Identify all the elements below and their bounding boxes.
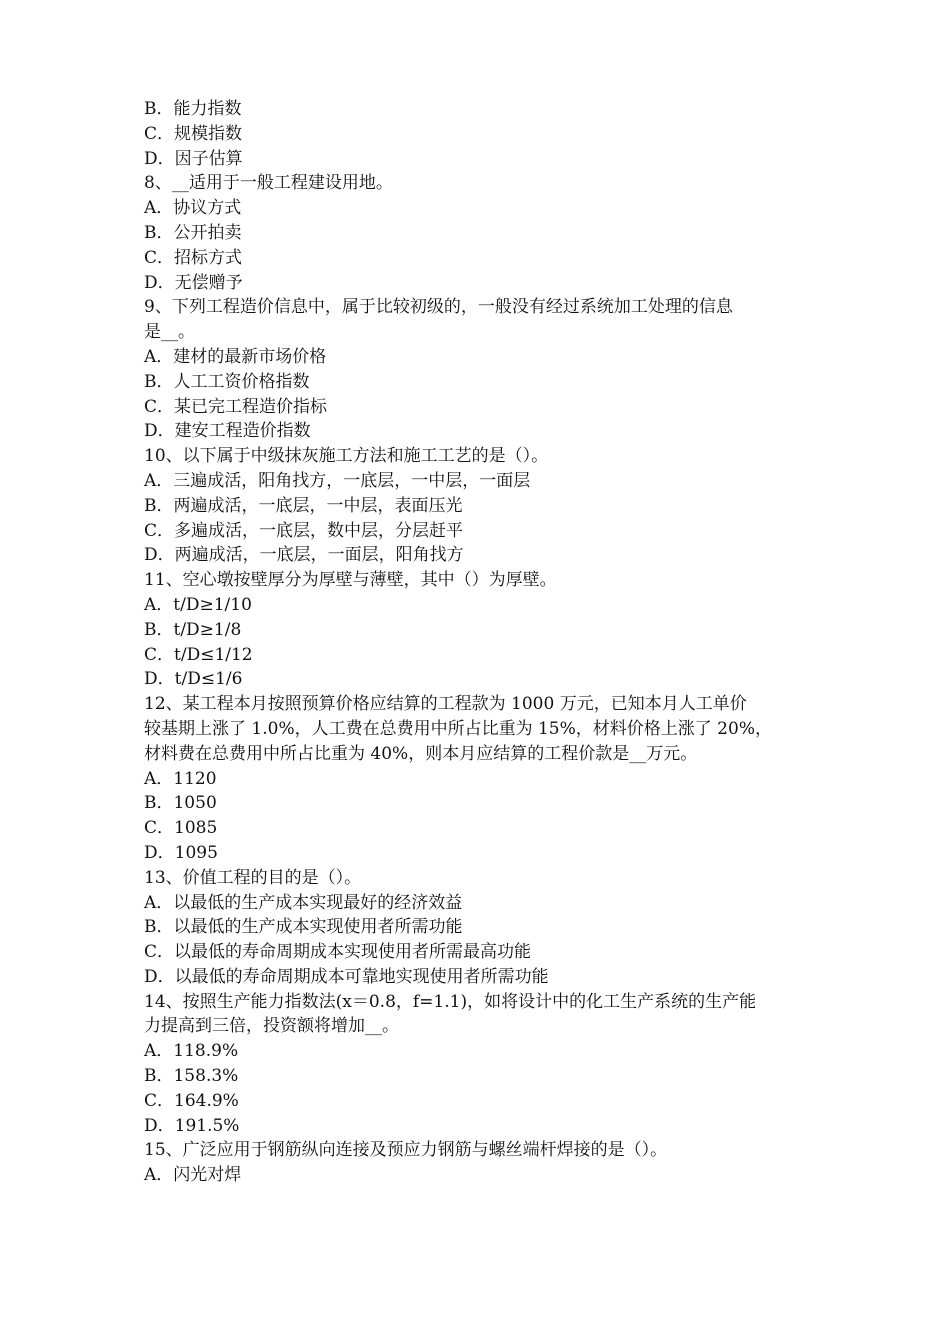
question-12-cont: 较基期上涨了 1.0%，人工费在总费用中所占比重为 15%，材料价格上涨了 20%，: [144, 718, 772, 739]
option-line: C．某已完工程造价指标: [144, 396, 328, 417]
option-line: A．三遍成活，阳角找方，一底层，一中层，一面层: [144, 470, 531, 491]
option-line: D．两遍成活，一底层，一面层，阳角找方: [144, 545, 464, 566]
question-9-cont: 是__。: [144, 322, 195, 343]
option-line: C．规模指数: [144, 123, 243, 144]
question-15: 15、广泛应用于钢筋纵向连接及预应力钢筋与螺丝端杆焊接的是（）。: [144, 1140, 668, 1161]
option-line: A．1120: [144, 768, 217, 789]
question-14-cont: 力提高到三倍，投资额将增加__。: [144, 1016, 399, 1037]
option-line: C．1085: [144, 818, 218, 839]
option-line: B．人工工资价格指数: [144, 371, 310, 392]
question-12-cont: 材料费在总费用中所占比重为 40%，则本月应结算的工程价款是__万元。: [144, 743, 698, 764]
option-line: A．以最低的生产成本实现最好的经济效益: [144, 892, 463, 913]
option-line: B．t/D≥1/8: [144, 619, 242, 640]
option-line: A．协议方式: [144, 198, 242, 219]
option-line: B．1050: [144, 793, 217, 814]
option-line: B．两遍成活，一底层，一中层，表面压光: [144, 495, 463, 516]
option-line: D．以最低的寿命周期成本可靠地实现使用者所需功能: [144, 966, 549, 987]
question-14: 14、按照生产能力指数法(x＝0.8，f=1.1)，如将设计中的化工生产系统的生产能: [144, 991, 757, 1012]
option-line: A．t/D≥1/10: [144, 594, 252, 615]
question-11: 11、空心墩按壁厚分为厚壁与薄壁，其中（）为厚壁。: [144, 570, 557, 591]
option-line: B．公开拍卖: [144, 222, 242, 243]
option-line: C．164.9%: [144, 1090, 239, 1111]
option-line: D．191.5%: [144, 1115, 240, 1136]
option-line: D．建安工程造价指数: [144, 421, 311, 442]
question-10: 10、以下属于中级抹灰施工方法和施工工艺的是（）。: [144, 446, 549, 467]
option-line: D．因子估算: [144, 148, 243, 169]
option-line: C．以最低的寿命周期成本实现使用者所需最高功能: [144, 942, 532, 963]
option-line: C．多遍成活，一底层，数中层，分层赶平: [144, 520, 464, 541]
document-page: [144, 97, 814, 1188]
option-line: B．158.3%: [144, 1066, 239, 1087]
question-13: 13、价值工程的目的是（）。: [144, 867, 362, 888]
option-line: D．无偿赠予: [144, 272, 243, 293]
option-line: D．1095: [144, 842, 218, 863]
question-12: 12、某工程本月按照预算价格应结算的工程款为 1000 万元，已知本月人工单价: [144, 694, 747, 715]
option-line: B．以最低的生产成本实现使用者所需功能: [144, 917, 463, 938]
option-line: A．118.9%: [144, 1041, 239, 1062]
option-line: A．建材的最新市场价格: [144, 346, 327, 367]
question-9: 9、下列工程造价信息中，属于比较初级的，一般没有经过系统加工处理的信息: [144, 297, 733, 318]
option-line: C．招标方式: [144, 247, 243, 268]
option-line: D．t/D≤1/6: [144, 669, 243, 690]
option-8b-prev: B．能力指数: [144, 99, 242, 119]
question-8: 8、__适用于一般工程建设用地。: [144, 173, 393, 194]
option-line: C．t/D≤1/12: [144, 644, 253, 665]
option-line: A．闪光对焊: [144, 1165, 242, 1186]
